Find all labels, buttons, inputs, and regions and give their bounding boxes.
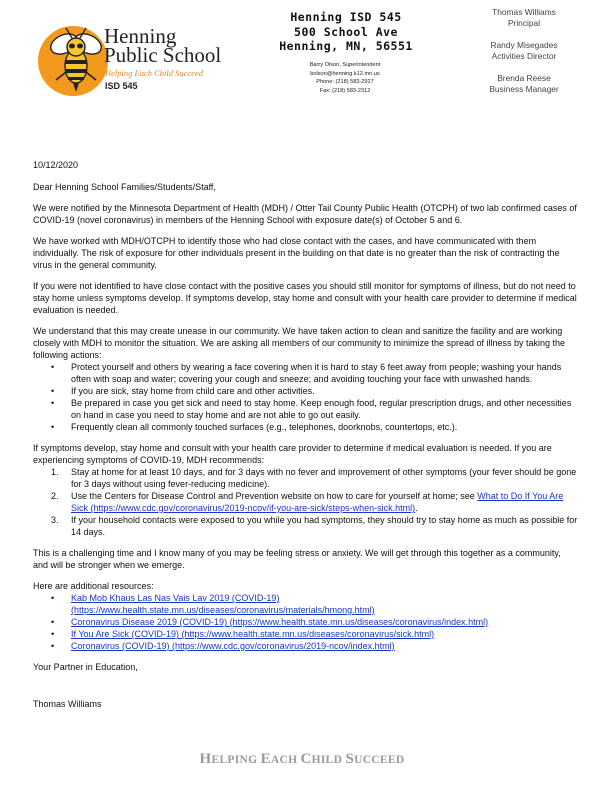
paragraph-symptoms: If symptoms develop, stay home and consult with your health care provider to determine if medical evaluation is needed. If you are experiencing symptoms of COVID-19, MDH recommends: (33, 443, 552, 465)
list-item (71, 640, 578, 652)
admin-entry (458, 73, 590, 94)
recommendations-list (33, 466, 578, 538)
list-item (71, 616, 578, 628)
list-item (71, 628, 578, 640)
district-name: Henning ISD 545 (290, 10, 402, 24)
admin-title: Business Manager (489, 83, 559, 94)
item-number: 1. (51, 467, 59, 477)
logo-tagline: Helping Each Child Succeed (105, 68, 203, 78)
school-logo (38, 20, 223, 100)
footer-motto (0, 751, 604, 768)
resources-intro: Here are additional resources: (33, 581, 154, 591)
district-address (260, 10, 432, 54)
superintendent-contact (280, 61, 410, 95)
admin-title: Activities Director (491, 50, 557, 61)
superintendent-email: bolson@henning.k12.mn.us (310, 70, 380, 77)
list-item: • If you are sick, stay home from child care and other activities. (71, 385, 578, 397)
cdc-sick-link[interactable]: What to Do If You Are Sick (https://www.cdc.gov/coronavirus/2019-ncov/if-you-are-sick/steps-when-sick.html) (71, 491, 564, 513)
paragraph-notification: We were notified by the Minnesota Department of Health (MDH) / Otter Tail County Public Health (OTCPH) of two lab confirmed cases of COVID-19 (novel coronavirus) in members of the Henning School with exposure date(s) of October 5 and 6. (33, 203, 577, 225)
list-item: • Be prepared in case you get sick and need to stay home. Keep enough food, regular prescription drugs, and other necessities on hand in case you need to stay home and are not able to go out easily. (71, 397, 578, 421)
list-item (71, 592, 578, 616)
item-end: . (415, 503, 418, 513)
superintendent-fax: Fax: (218) 583-2312 (319, 87, 371, 94)
actions-list (33, 361, 578, 433)
item-text: If your household contacts were exposed to you while you had symptoms, they should try to stay home as much as possible for 14 days. (71, 515, 578, 537)
item-number: 2. (51, 491, 59, 501)
admin-name: Randy Misegades (490, 40, 558, 50)
closing: Your Partner in Education, (33, 662, 138, 672)
district-city: Henning, MN, 56551 (279, 39, 413, 53)
admin-entry (458, 40, 590, 61)
footer-motto-text: HELPING EACH CHILD SUCCEED (199, 751, 405, 767)
salutation: Dear Henning School Families/Students/Staff, (33, 182, 216, 192)
resource-link-sick[interactable]: If You Are Sick (COVID-19) (https://www.health.state.mn.us/diseases/coronavirus/sick.html) (71, 629, 435, 639)
paragraph-contact-tracing: We have worked with MDH/OTCPH to identify those who had close contact with the cases, and have communicated with them individually. The risk of exposure for other individuals present in the building on that date is no greater than the risk of contracting the virus in the general community. (33, 236, 560, 270)
administration-list (458, 7, 590, 106)
school-name-line2: Public School (104, 43, 222, 67)
item-text: Use the Centers for Disease Control and Prevention website on how to care for yourself at home; see (71, 491, 478, 501)
admin-title: Principal (507, 17, 541, 28)
signature-name: Thomas Williams (33, 699, 102, 709)
resource-link-cdc[interactable]: Coronavirus (COVID-19) (https://www.cdc.gov/coronavirus/2019-ncov/index.html) (71, 641, 395, 651)
list-item (51, 514, 578, 538)
bee-mascot-icon (44, 20, 110, 98)
paragraph-reassurance: This is a challenging time and I know many of you may be feeling stress or anxiety. We will get through this together as a community, and will be stronger when we emerge. (33, 548, 561, 570)
list-item (51, 490, 578, 514)
superintendent-name: Barry Olson, Superintendent (309, 62, 381, 68)
admin-name: Thomas Williams (492, 7, 556, 17)
resource-link-hmong[interactable]: Kab Mob Khaus Las Nas Vais Lav 2019 (COVID-19) (https://www.health.state.mn.us/diseases/coronavirus/materials/hmong.html) (71, 593, 375, 615)
signature-space (33, 673, 578, 698)
superintendent-phone: Phone: (218) 583-2927 (316, 79, 374, 86)
item-text: Stay at home for at least 10 days, and for 3 days with no fever and improvement of other symptoms (your fever should be gone for 3 days without using fever-reducing medicine). (71, 467, 577, 489)
list-item: • Protect yourself and others by wearing a face covering when it is hard to stay 6 feet away from people; washing your hands often with soap and water; covering your cough and sneeze; and avoiding touching your face with unwashed hands. (71, 361, 578, 385)
paragraph-actions-intro: We understand that this may create unease in our community. We have taken action to clean and sanitize the facility and are working closely with MDH to monitor the situation. We are asking all members of our community to minimize the spread of illness by taking the following actions: (33, 326, 566, 360)
letter-body (33, 159, 578, 710)
item-number: 3. (51, 515, 59, 525)
list-item: • Frequently clean all commonly touched surfaces (e.g., telephones, doorknobs, countertops, etc.). (71, 421, 578, 433)
resource-link-mdh[interactable]: Coronavirus Disease 2019 (COVID-19) (https://www.health.state.mn.us/diseases/coronavirus/index.html) (71, 617, 489, 627)
school-name-line1: Henning (104, 24, 177, 48)
admin-name: Brenda Reese (497, 73, 551, 83)
isd-label: ISD 545 (105, 81, 138, 91)
school-name (104, 24, 222, 67)
resources-list (33, 592, 578, 652)
list-item (51, 466, 578, 490)
admin-entry (458, 7, 590, 28)
paragraph-monitoring: If you were not identified to have close contact with the positive cases you should still monitor for symptoms of illness, but do not need to stay home unless symptoms develop. If symptoms develop, stay home and consult with your health care provider to determine if medical evaluation is needed. (33, 281, 577, 315)
letter-date: 10/12/2020 (33, 160, 79, 170)
district-street: 500 School Ave (294, 24, 398, 39)
